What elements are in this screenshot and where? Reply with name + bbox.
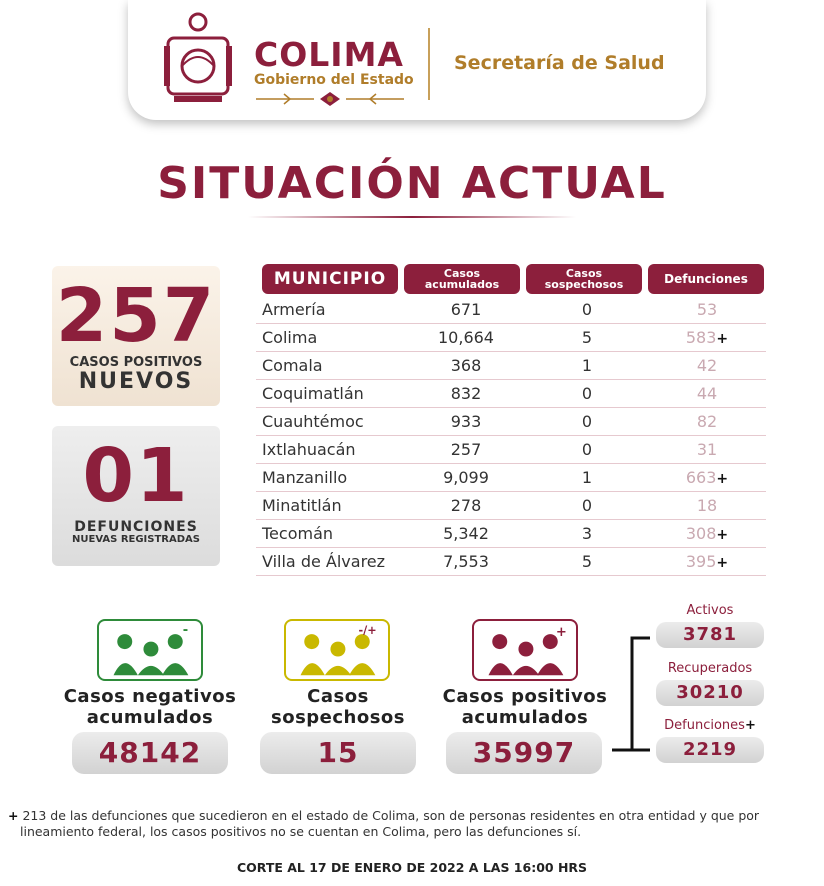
new-cases-box bbox=[52, 266, 220, 406]
new-deaths-label-2: NUEVAS REGISTRADAS bbox=[72, 534, 200, 545]
defunciones-value: 395 bbox=[685, 552, 717, 571]
cell-sospechosos: 5 bbox=[581, 328, 593, 347]
table-row bbox=[256, 548, 766, 576]
cell-acumulados: 832 bbox=[450, 384, 482, 403]
defunciones-value: 18 bbox=[696, 496, 718, 515]
activos-value: 3781 bbox=[656, 622, 764, 648]
cell-municipio: Cuauhtémoc bbox=[262, 412, 364, 431]
positives-label: Casos positivos acumulados bbox=[442, 686, 608, 728]
cell-acumulados: 7,553 bbox=[443, 552, 489, 571]
cell-acumulados: 278 bbox=[450, 496, 482, 515]
cell-sospechosos: 5 bbox=[581, 552, 593, 571]
negatives-value: 48142 bbox=[72, 732, 228, 774]
cutoff-date: CORTE AL 17 DE ENERO DE 2022 A LAS 16:00 HRS bbox=[236, 860, 588, 875]
brand-block bbox=[254, 35, 414, 112]
defunciones-value: 82 bbox=[696, 412, 718, 431]
suspects-label: Casos sospechosos bbox=[270, 686, 406, 728]
cell-defunciones bbox=[648, 300, 766, 319]
cell-acumulados: 671 bbox=[450, 300, 482, 319]
recuperados-label: Recuperados bbox=[667, 661, 753, 676]
defunciones-value: 44 bbox=[696, 384, 718, 403]
cell-defunciones bbox=[648, 412, 766, 431]
footnote-line2: lineamiento federal, los casos positivos no se cuentan en Colima, pero las defunciones sí. bbox=[20, 824, 582, 839]
cell-acumulados: 10,664 bbox=[438, 328, 494, 347]
negative-sign: - bbox=[182, 623, 189, 639]
suspect-people-icon bbox=[284, 619, 390, 681]
defunciones-value: 663 bbox=[685, 468, 717, 487]
suspects-value: 15 bbox=[260, 732, 416, 774]
negatives-label: Casos negativos acumulados bbox=[63, 686, 237, 728]
positives-value: 35997 bbox=[446, 732, 602, 774]
defunciones-value: 583 bbox=[685, 328, 717, 347]
plus-marker: + bbox=[716, 471, 729, 487]
bracket-connector bbox=[612, 634, 652, 754]
defunciones-value: 308 bbox=[685, 524, 717, 543]
table-row bbox=[256, 380, 766, 408]
new-cases-number: 257 bbox=[55, 273, 217, 359]
defunciones-value: 42 bbox=[696, 356, 718, 375]
municipality-table bbox=[256, 296, 766, 576]
activos-label: Activos bbox=[686, 603, 734, 618]
cell-sospechosos: 0 bbox=[581, 440, 593, 459]
new-deaths-box bbox=[52, 426, 220, 566]
defunciones-plus: + bbox=[744, 718, 756, 733]
new-deaths-label-1: DEFUNCIONES bbox=[74, 519, 198, 535]
brand-name: COLIMA bbox=[254, 35, 404, 74]
cell-municipio: Ixtlahuacán bbox=[262, 440, 356, 459]
new-cases-label-2: NUEVOS bbox=[78, 369, 194, 394]
defunciones-total-label bbox=[656, 718, 764, 733]
cell-defunciones bbox=[648, 356, 766, 375]
cell-sospechosos: 3 bbox=[581, 524, 593, 543]
header-acumulados-line1: Casos bbox=[443, 267, 481, 280]
table-row bbox=[256, 464, 766, 492]
cell-acumulados: 933 bbox=[450, 412, 482, 431]
new-deaths-number: 01 bbox=[82, 433, 190, 519]
page-title: SITUACIÓN ACTUAL bbox=[157, 158, 667, 209]
cell-municipio: Manzanillo bbox=[262, 468, 348, 487]
cell-defunciones bbox=[648, 440, 766, 459]
positive-people-icon bbox=[472, 619, 578, 681]
cell-sospechosos: 0 bbox=[581, 384, 593, 403]
header-sospechosos-line2: sospechosos bbox=[544, 278, 624, 291]
plus-marker: + bbox=[716, 555, 729, 571]
footnote-line1: 213 de las defunciones que sucedieron en el estado de Colima, son de personas residentes en otra entidad y que por bbox=[22, 808, 760, 823]
cell-municipio: Villa de Álvarez bbox=[262, 552, 386, 571]
brand-subtitle: Gobierno del Estado bbox=[254, 72, 414, 88]
secretaria-label: Secretaría de Salud bbox=[454, 52, 665, 74]
cell-municipio: Tecomán bbox=[262, 524, 334, 543]
table-row bbox=[256, 408, 766, 436]
cell-sospechosos: 0 bbox=[581, 412, 593, 431]
header-sospechosos bbox=[526, 264, 642, 294]
table-row bbox=[256, 492, 766, 520]
cell-acumulados: 9,099 bbox=[443, 468, 489, 487]
header-acumulados-line2: acumulados bbox=[424, 278, 500, 291]
recuperados-value: 30210 bbox=[656, 680, 764, 706]
defunciones-total-value: 2219 bbox=[656, 737, 764, 763]
new-cases-label-1: CASOS POSITIVOS bbox=[69, 355, 203, 370]
table-row bbox=[256, 520, 766, 548]
table-row bbox=[256, 324, 766, 352]
cell-municipio: Armería bbox=[262, 300, 326, 319]
cell-sospechosos: 0 bbox=[581, 300, 593, 319]
positive-sign: + bbox=[555, 624, 567, 640]
table-row bbox=[256, 296, 766, 324]
footnote-plus: + bbox=[8, 808, 19, 823]
header-defunciones-label: Defunciones bbox=[664, 272, 748, 286]
cell-sospechosos: 1 bbox=[581, 356, 593, 375]
cell-defunciones bbox=[648, 384, 766, 403]
cell-defunciones bbox=[648, 552, 766, 571]
cell-defunciones bbox=[648, 496, 766, 515]
header-municipio bbox=[262, 264, 398, 294]
state-crest-icon bbox=[162, 8, 234, 106]
defunciones-value: 53 bbox=[696, 300, 718, 319]
cell-acumulados: 5,342 bbox=[443, 524, 489, 543]
header-sospechosos-line1: Casos bbox=[565, 267, 603, 280]
cell-municipio: Comala bbox=[262, 356, 323, 375]
negative-people-icon bbox=[97, 619, 203, 681]
header-divider bbox=[428, 28, 430, 100]
cell-acumulados: 368 bbox=[450, 356, 482, 375]
header-defunciones bbox=[648, 264, 764, 294]
footnote bbox=[8, 808, 820, 840]
suspect-sign: -/+ bbox=[358, 624, 377, 638]
header-acumulados bbox=[404, 264, 520, 294]
defunciones-total-text: Defunciones bbox=[664, 718, 745, 733]
plus-marker: + bbox=[716, 527, 729, 543]
cell-municipio: Colima bbox=[262, 328, 318, 347]
plus-marker: + bbox=[716, 331, 729, 347]
cell-municipio: Coquimatlán bbox=[262, 384, 364, 403]
cell-defunciones bbox=[648, 328, 766, 347]
table-row bbox=[256, 352, 766, 380]
cell-sospechosos: 0 bbox=[581, 496, 593, 515]
cell-defunciones bbox=[648, 524, 766, 543]
cell-municipio: Minatitlán bbox=[262, 496, 342, 515]
defunciones-value: 31 bbox=[696, 440, 718, 459]
table-row bbox=[256, 436, 766, 464]
title-underline bbox=[248, 216, 576, 218]
header-municipio-label: MUNICIPIO bbox=[273, 269, 387, 289]
cell-sospechosos: 1 bbox=[581, 468, 593, 487]
cell-acumulados: 257 bbox=[450, 440, 482, 459]
ornament-icon bbox=[254, 90, 406, 108]
cell-defunciones bbox=[648, 468, 766, 487]
